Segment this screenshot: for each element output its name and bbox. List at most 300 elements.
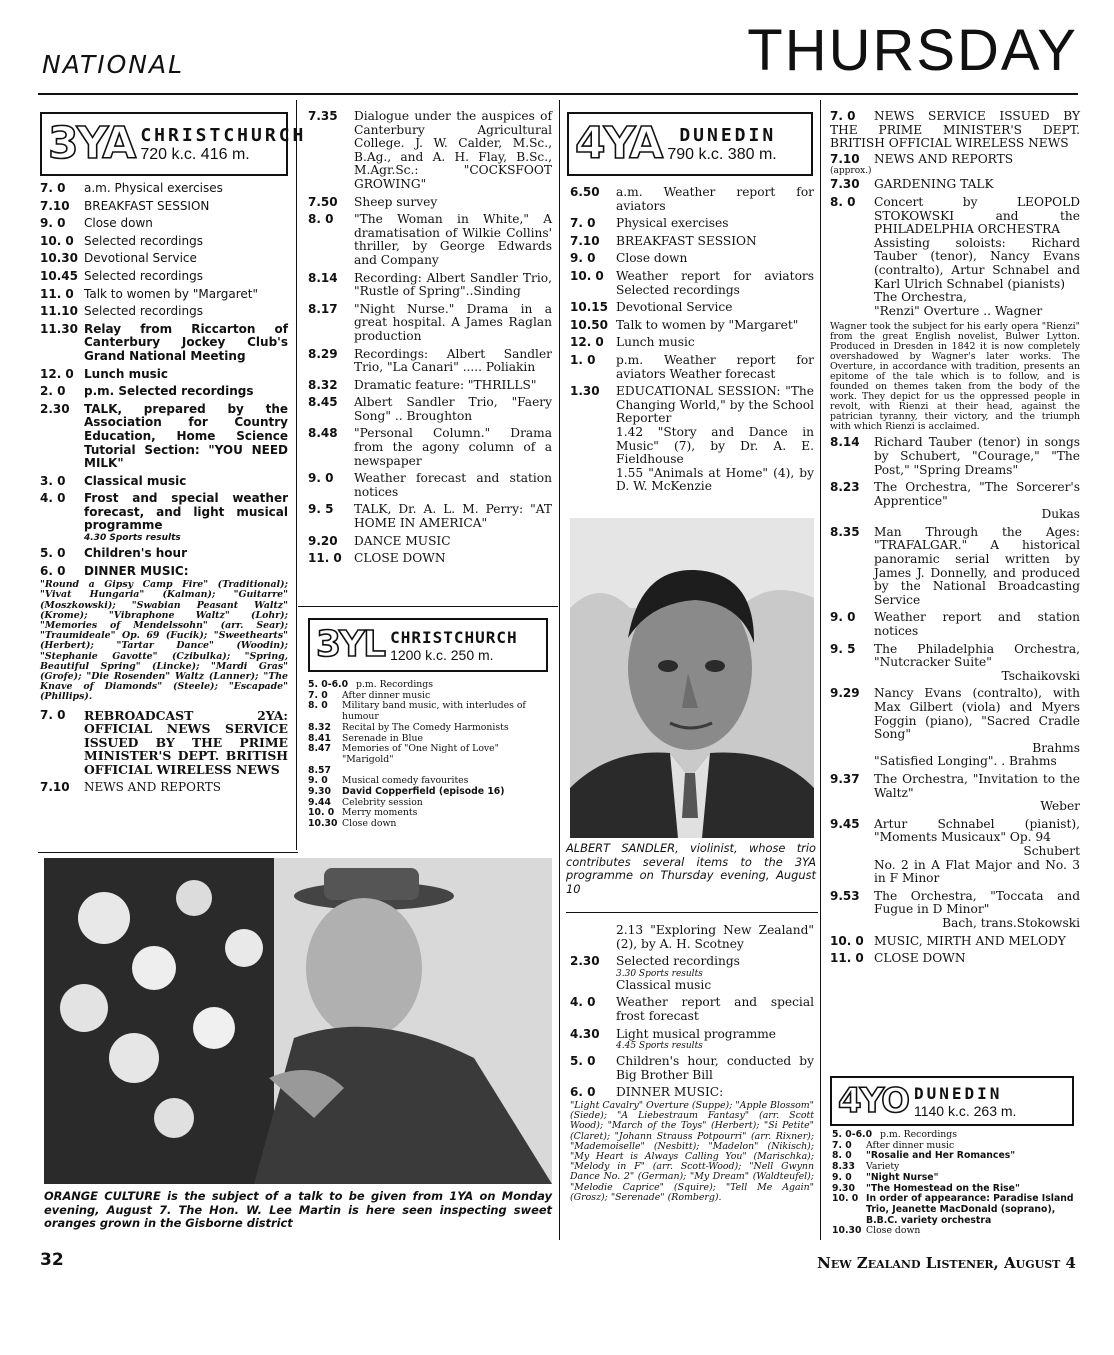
time: 7.35 xyxy=(308,109,338,123)
dinner-music-list: "Light Cavalry" Overture (Suppe); "Apple Blossom" (Siede); "A Liebestraum Fantasy" (arr. Scott Wood); "March of the Toys" (Herbert); "Si Petite" (Claret); "Johann Strauss Potpourri" (arr. Rixner); "Mademoiselle" (Nesbitt); "Madelon" (Nikisch); "My Heart is Always Calling You" (Marischka); "Melody in F" (arr. Scott-Wood); "Nell Gwynn Dance No. 2" (German); "My Dream" (Waldteufel); "Melodie Caprice" (Squire); "Tell Me Again" (Grosz); "Serenade" (Romberg). xyxy=(570,1099,814,1203)
programme: REBROADCAST 2YA: OFFICIAL NEWS SERVICE ISSUED BY THE PRIME MINISTER'S DEPT. BRITISH OFFICIAL WIRELESS NEWS xyxy=(84,707,288,778)
station-city: CHRISTCHURCH xyxy=(140,124,307,146)
programme: 2.13 "Exploring New Zealand" (2), by A. H. Scotney xyxy=(616,923,814,951)
list-item xyxy=(308,303,552,344)
station-badge-3ya xyxy=(40,112,307,176)
programme: "The Woman in White," A dramatisation of Wilkie Collins' thriller, by George Edwards and Company xyxy=(354,212,552,267)
time: 8.33 xyxy=(832,1161,855,1173)
time: 10. 0 xyxy=(570,268,604,283)
programme-text: The Philadelphia Orchestra, "Nutcracker Suite" xyxy=(874,641,1080,670)
time: 8. 0 xyxy=(830,194,856,209)
list-item xyxy=(830,611,1080,638)
time: 7.10 xyxy=(570,233,600,248)
programme xyxy=(874,643,1080,684)
time: 9.29 xyxy=(830,686,860,701)
list-item xyxy=(40,270,288,284)
list-item xyxy=(40,305,288,319)
programme-text: "Renzi" Overture .. Wagner xyxy=(874,303,1043,318)
time: 7.10 xyxy=(40,198,70,213)
station-badge-3yl xyxy=(308,618,548,672)
programme: Close down xyxy=(84,216,153,231)
programme: Recital by The Comedy Harmonists xyxy=(342,721,509,733)
time: 8. 0 xyxy=(308,212,334,227)
time: 9. 0 xyxy=(40,216,66,231)
programme xyxy=(84,492,288,543)
list-item xyxy=(40,565,288,579)
time: 4.30 xyxy=(570,1026,600,1041)
station-logo: 4YA xyxy=(575,118,662,169)
programme: Selected recordings xyxy=(84,304,203,319)
sub-item: 4.45 Sports results xyxy=(616,1041,703,1052)
page-day-title: THURSDAY xyxy=(747,18,1078,83)
time: 1.30 xyxy=(570,384,600,399)
list-item xyxy=(570,924,814,951)
programme xyxy=(874,687,1080,769)
time: 9.30 xyxy=(308,786,331,798)
list-item xyxy=(830,481,1080,522)
time: 8.35 xyxy=(830,524,860,539)
page-number: 32 xyxy=(40,1250,64,1270)
time: 7.10 xyxy=(40,779,70,794)
programme: "Rosalie and Her Romances" xyxy=(866,1150,1016,1162)
column-divider xyxy=(820,100,821,1240)
programme: a.m. Weather report for aviators xyxy=(616,185,814,213)
programme: "The Homestead on the Rise" xyxy=(866,1182,1020,1194)
composer: Brahms xyxy=(1032,740,1080,755)
programme xyxy=(874,818,1080,886)
programme: NEWS SERVICE ISSUED BY THE PRIME MINISTER'S DEPT. BRITISH OFFICIAL WIRELESS NEWS xyxy=(830,109,1080,151)
time: 8.29 xyxy=(308,346,338,361)
soloists: Assisting soloists: Richard Tauber (tenor), Nancy Evans (contralto), Artur Schnabel and Karl Ulrich Schnabel (pianists) xyxy=(874,235,1080,291)
schedule-3ya-evening xyxy=(308,110,552,570)
station-frequency: 1200 k.c. 250 m. xyxy=(390,646,494,663)
programme-text: Light musical programme xyxy=(616,1026,777,1041)
programme: TALK, Dr. A. L. M. Perry: "AT HOME IN AMERICA" xyxy=(354,502,552,531)
time: 4. 0 xyxy=(570,995,596,1010)
sub-item: 4.30 Sports results xyxy=(84,533,181,544)
time: 2.30 xyxy=(40,401,70,416)
divider xyxy=(298,606,558,607)
programme: Man Through the Ages: "TRAFALGAR." A historical panoramic serial written by James J. Donnelly, and produced by the National Broadcasting Service xyxy=(874,524,1080,607)
list-item xyxy=(308,535,552,549)
composer: Bach, trans.Stokowski xyxy=(942,915,1080,930)
list-item xyxy=(308,472,552,499)
list-item xyxy=(308,110,552,192)
programme-text: Artur Schnabel (pianist), "Moments Musicaux" Op. 94 xyxy=(874,816,1080,845)
list-item xyxy=(830,436,1080,477)
list-item xyxy=(830,196,1080,318)
list-item xyxy=(40,323,288,364)
list-item xyxy=(308,701,552,722)
time: 4. 0 xyxy=(40,491,66,506)
time: 12. 0 xyxy=(40,366,74,381)
programme: CLOSE DOWN xyxy=(874,951,966,966)
list-item xyxy=(40,492,288,543)
time: 7.30 xyxy=(830,177,860,192)
programme: "Night Nurse." Drama in a great hospital. A James Raglan production xyxy=(354,301,552,343)
composer: Dukas xyxy=(1041,507,1080,522)
programme: NEWS AND REPORTS xyxy=(874,151,1014,166)
time: 9.53 xyxy=(830,888,860,903)
programme: MUSIC, MIRTH AND MELODY xyxy=(874,933,1066,948)
time: 1. 0 xyxy=(570,352,596,367)
time: 7. 0 xyxy=(832,1139,852,1151)
time: 8.57 xyxy=(308,764,331,776)
station-frequency: 1140 k.c. 263 m. xyxy=(913,1102,1017,1119)
schedule-4ya-afternoon xyxy=(570,924,814,1203)
programme xyxy=(616,955,814,992)
list-item xyxy=(570,252,814,266)
time: 11. 0 xyxy=(308,551,342,566)
time: 3. 0 xyxy=(40,473,66,488)
composer: Schubert xyxy=(1023,843,1080,858)
station-logo: 4YO xyxy=(838,1081,908,1121)
list-item xyxy=(570,270,814,297)
time: 11. 0 xyxy=(40,286,74,301)
schedule-4yo xyxy=(832,1130,1082,1237)
time: 9. 5 xyxy=(308,502,334,517)
programme: a.m. Physical exercises xyxy=(84,181,223,195)
programme: Weather report for aviators Selected recordings xyxy=(616,268,814,297)
list-item xyxy=(308,503,552,530)
time: 8.32 xyxy=(308,721,331,733)
photo-orange-culture xyxy=(44,858,552,1184)
list-item xyxy=(570,385,814,494)
list-item xyxy=(570,301,814,315)
list-item xyxy=(308,744,552,765)
caption-orange-culture: ORANGE CULTURE is the subject of a talk to be given from 1YA on Monday evening, August 7. The Hon. W. Lee Martin is here seen inspecting sweet oranges grown in the Gisborne district xyxy=(44,1189,552,1230)
divider xyxy=(566,912,818,913)
programme: Musical comedy favourites xyxy=(342,775,469,787)
time: 7. 0 xyxy=(830,109,856,123)
programme: Talk to women by "Margaret" xyxy=(616,317,799,332)
programme-text: Nancy Evans (contralto), with Max Gilbert (viola) and Myers Foggin (piano), "Sacred Cradle Song" xyxy=(874,686,1080,742)
column-divider xyxy=(296,100,297,850)
sub-item: 1.42 "Story and Dance in Music" (7), by Dr. A. E. Fieldhouse xyxy=(616,424,814,467)
time: 10.30 xyxy=(308,818,338,830)
time: 9. 0 xyxy=(570,251,596,266)
station-city: CHRISTCHURCH xyxy=(390,627,518,647)
list-item xyxy=(830,178,1080,192)
time: 5. 0-6.0 xyxy=(308,679,349,690)
list-item xyxy=(570,1055,814,1082)
programme xyxy=(616,1028,814,1052)
list-item xyxy=(308,379,552,393)
list-item xyxy=(308,552,552,566)
time: 2. 0 xyxy=(40,384,66,399)
time: 11.30 xyxy=(40,321,78,336)
programme: CLOSE DOWN xyxy=(354,551,446,566)
list-item xyxy=(830,526,1080,608)
list-item xyxy=(40,288,288,302)
programme-text: The Orchestra, "Toccata and Fugue in D Minor" xyxy=(874,888,1080,917)
programme: p.m. Recordings xyxy=(880,1129,958,1140)
time: 10.45 xyxy=(40,268,78,283)
programme-text: Concert by LEOPOLD STOKOWSKI and the PHILADELPHIA ORCHESTRA xyxy=(874,194,1080,237)
list-item xyxy=(570,217,814,231)
time: 9. 0 xyxy=(308,775,328,787)
time: 6. 0 xyxy=(570,1085,596,1100)
list-item xyxy=(40,235,288,249)
programme-text: Selected recordings xyxy=(616,954,740,969)
programme-note: Wagner took the subject for his early opera "Rienzi" from the great English novelist, Bulwer Lytton. Produced in Dresden in 1842 it is now completely overshadowed by Wagner's later works. The Overture, in accordance with tradition, presents an epitome of the tale which is to follow, and is founded on themes taken from the body of the work. They depict for us the oppressed people in revolt, with Rienzi at their head, against the patrician tyranny, their victory, and the triumph with which Rienzi is acclaimed. xyxy=(830,321,1080,433)
programme: Recordings: Albert Sandler Trio, "La Canari" ..... Poliakin xyxy=(354,346,552,375)
list-item xyxy=(40,781,288,795)
header-rule xyxy=(38,93,1078,95)
publication-line: New Zealand Listener, August 4 xyxy=(817,1254,1076,1272)
programme xyxy=(616,385,814,494)
programme xyxy=(874,773,1080,814)
list-item xyxy=(832,1194,1082,1226)
programme: "Personal Column." Drama from the agony column of a newspaper xyxy=(354,426,552,468)
list-item xyxy=(40,403,288,471)
list-item xyxy=(308,723,552,734)
time: 6. 0 xyxy=(40,563,66,578)
programme: DANCE MUSIC xyxy=(354,533,451,548)
programme: After dinner music xyxy=(866,1139,955,1151)
list-item xyxy=(570,354,814,381)
time: 9.37 xyxy=(830,771,860,786)
programme xyxy=(874,481,1080,522)
programme-text: The Orchestra, "Invitation to the Waltz" xyxy=(874,771,1080,800)
programme: Physical exercises xyxy=(616,216,729,231)
time: 9.45 xyxy=(830,816,860,831)
list-item xyxy=(308,196,552,210)
programme: Dialogue under the auspices of Canterbury Agricultural College. J. W. Calder, M.Sc., B.Ag., and A. H. Flay, B.Sc., M.Agr.Sc.: "COCKSFOOT GROWING" xyxy=(354,109,552,191)
time: 8.48 xyxy=(308,426,338,441)
programme: DINNER MUSIC: xyxy=(616,1085,724,1100)
list-item xyxy=(40,475,288,489)
list-item xyxy=(830,952,1080,966)
programme: Weather report and station notices xyxy=(874,610,1080,639)
time: 9. 5 xyxy=(830,641,856,656)
dinner-music-list: "Round a Gipsy Camp Fire" (Traditional); "Vivat Hungaria" (Kalman); "Guitarre" (Moszkowski); "Swabian Peasant Waltz" (Krome); "Vibraphone Waltz" (Lohr); "Memories of Mendelssohn" (arr. Sear); "Traumideale" Op. 69 (Fucik); "Sweethearts" (Herbert); "Tartar Dance" (Woodin); "Stephanie Gavotte" (Czibulka); "Spring, Beautiful Spring" (Lincke); "Mardi Gras" (Grofe); "Die Rosenden" Waltz (Lanner); "The Knave of Diamonds" (Steele); "Escapade" (Phillips). xyxy=(40,579,288,703)
list-item xyxy=(830,818,1080,886)
programme xyxy=(874,196,1080,318)
programme: TALK, prepared by the Association for Country Education, Home Science Tutorial Section: "YOU NEED MILK" xyxy=(84,401,288,471)
time: 2.30 xyxy=(570,954,600,969)
station-badge-4yo xyxy=(830,1076,1074,1126)
time: 7. 0 xyxy=(308,689,328,701)
programme: BREAKFAST SESSION xyxy=(616,233,757,248)
list-item xyxy=(832,1173,1082,1184)
station-logo: 3YA xyxy=(48,118,135,169)
time: 10.15 xyxy=(570,300,608,315)
programme-text: Frost and special weather forecast, and light musical programme xyxy=(84,491,288,533)
programme: Devotional Service xyxy=(84,251,197,266)
programme: "Night Nurse" xyxy=(866,1171,939,1183)
time: 8.41 xyxy=(308,732,331,744)
programme-text: Classical music xyxy=(616,977,712,992)
list-item xyxy=(570,1086,814,1100)
schedule-3yl xyxy=(308,680,552,830)
time: 8. 0 xyxy=(308,700,328,712)
time: 11. 0 xyxy=(830,951,864,966)
station-city: DUNEDIN xyxy=(913,1083,1003,1103)
list-item xyxy=(308,348,552,375)
programme-text: The Orchestra, xyxy=(874,290,967,305)
time: 9.44 xyxy=(308,796,331,808)
programme: Sheep survey xyxy=(354,194,438,209)
list-item xyxy=(830,773,1080,814)
station-frequency: 790 k.c. 380 m. xyxy=(667,145,777,163)
list-item xyxy=(570,955,814,992)
time: 6.50 xyxy=(570,185,600,199)
list-item xyxy=(570,996,814,1023)
list-item xyxy=(308,272,552,299)
programme: Close down xyxy=(342,818,397,830)
time: 8.45 xyxy=(308,395,338,410)
time: 5. 0 xyxy=(40,546,66,561)
programme: Close down xyxy=(866,1225,921,1237)
list-item xyxy=(570,186,814,213)
time: 10. 0 xyxy=(308,807,335,819)
programme: Military band music, with interludes of humour xyxy=(342,700,526,723)
time: 8.17 xyxy=(308,301,338,316)
time: 10.30 xyxy=(40,251,78,266)
time: 7. 0 xyxy=(570,216,596,231)
list-item xyxy=(40,547,288,561)
time: 11.10 xyxy=(40,304,78,319)
station-frequency: 720 k.c. 416 m. xyxy=(140,145,250,163)
time: 7.10 xyxy=(830,151,860,166)
time: 10.50 xyxy=(570,317,608,332)
time: 8.14 xyxy=(308,270,338,285)
time: 7.50 xyxy=(308,194,338,209)
time: 8.23 xyxy=(830,480,860,495)
caption-albert-sandler: ALBERT SANDLER, violinist, whose trio contributes several items to the 3YA programme on Thursday evening, August 10 xyxy=(566,841,816,896)
programme: After dinner music xyxy=(342,689,431,701)
station-badge-4ya xyxy=(567,112,813,176)
list-item xyxy=(40,368,288,382)
programme: Celebrity session xyxy=(342,796,423,808)
programme xyxy=(874,890,1080,931)
programme: Selected recordings xyxy=(84,268,203,283)
composer: Tschaikovski xyxy=(1001,668,1080,683)
list-item xyxy=(830,935,1080,949)
list-item xyxy=(40,709,288,777)
programme: Lunch music xyxy=(84,366,168,381)
programme: Richard Tauber (tenor) in songs by Schubert, "Courage," "The Post," "Spring Dreams" xyxy=(874,435,1080,477)
list-item xyxy=(308,819,552,830)
composer: Weber xyxy=(1040,799,1080,814)
time: 9.20 xyxy=(308,533,338,548)
programme: Talk to women by "Margaret" xyxy=(84,286,259,301)
programme: Dramatic feature: "THRILLS" xyxy=(354,377,537,392)
list-item xyxy=(570,319,814,333)
list-item xyxy=(830,110,1080,151)
programme: Devotional Service xyxy=(616,300,733,315)
programme: Merry moments xyxy=(342,807,418,819)
divider xyxy=(38,852,298,853)
time: 5. 0-6.0 xyxy=(832,1129,873,1140)
programme-text: "Satisfied Longing". . Brahms xyxy=(874,754,1057,769)
time: 8. 0 xyxy=(832,1150,852,1162)
time: 8.14 xyxy=(830,435,860,450)
programme: Classical music xyxy=(84,473,187,488)
time: 5. 0 xyxy=(570,1054,596,1069)
programme: GARDENING TALK xyxy=(874,177,994,192)
programme: p.m. Recordings xyxy=(356,679,434,690)
schedule-4ya-evening xyxy=(830,110,1080,970)
programme: Children's hour, conducted by Big Brother Bill xyxy=(616,1054,814,1082)
time: 10.30 xyxy=(832,1225,862,1237)
portrait-illustration xyxy=(570,518,814,838)
programme: Selected recordings xyxy=(84,233,203,248)
time: 9. 0 xyxy=(830,610,856,625)
sub-item: 3.30 Sports results xyxy=(616,968,703,979)
list-item xyxy=(308,427,552,468)
list-item xyxy=(40,200,288,214)
list-item xyxy=(832,1226,1082,1237)
list-item xyxy=(830,643,1080,684)
time: 8.47 xyxy=(308,743,331,755)
programme: Variety xyxy=(866,1161,900,1173)
programme-text: EDUCATIONAL SESSION: "The Changing World," by the School Reporter xyxy=(616,384,814,426)
time: 10. 0 xyxy=(830,933,864,948)
programme: Memories of "One Night of Love" "Marigold" xyxy=(342,743,499,765)
schedule-3ya xyxy=(40,182,288,798)
time: 7. 0 xyxy=(40,707,66,722)
programme-text: No. 2 in A Flat Major and No. 3 in F Minor xyxy=(874,857,1080,886)
time: 12. 0 xyxy=(570,335,604,350)
programme-text: The Orchestra, "The Sorcerer's Apprentice" xyxy=(874,480,1080,508)
time: 10. 0 xyxy=(40,233,74,248)
programme: Relay from Riccarton of Canterbury Jockey Club's Grand National Meeting xyxy=(84,321,288,363)
programme: Lunch music xyxy=(616,335,695,350)
time: 7. 0 xyxy=(40,181,66,195)
list-item xyxy=(830,687,1080,769)
sub-item: 1.55 "Animals at Home" (4), by D. W. McKenzie xyxy=(616,465,814,494)
programme: p.m. Weather report for aviators Weather forecast xyxy=(616,352,814,381)
programme: Serenade in Blue xyxy=(342,732,423,744)
list-item xyxy=(570,336,814,350)
station-logo: 3YL xyxy=(316,624,385,665)
programme: Recording: Albert Sandler Trio, "Rustle of Spring"..Sinding xyxy=(354,270,552,299)
list-item xyxy=(308,396,552,423)
programme: Weather report and special frost forecast xyxy=(616,995,814,1023)
column-divider xyxy=(559,100,560,1240)
time: 9. 0 xyxy=(832,1171,852,1183)
list-item xyxy=(40,252,288,266)
schedule-4ya xyxy=(570,186,814,498)
time: 9. 0 xyxy=(308,471,334,486)
time: 9.30 xyxy=(832,1182,855,1194)
list-item xyxy=(40,182,288,196)
programme: Close down xyxy=(616,251,688,266)
list-item xyxy=(830,890,1080,931)
sub-item: (approx.) xyxy=(830,166,872,177)
list-item xyxy=(570,1028,814,1052)
list-item xyxy=(308,213,552,267)
programme: DINNER MUSIC: xyxy=(84,563,189,578)
time: 10. 0 xyxy=(832,1193,859,1205)
list-item xyxy=(40,385,288,399)
time: 8.32 xyxy=(308,377,338,392)
list-item xyxy=(830,153,1080,167)
photo-albert-sandler xyxy=(570,518,814,838)
programme: BREAKFAST SESSION xyxy=(84,198,210,213)
list-item xyxy=(570,235,814,249)
programme: David Copperfield (episode 16) xyxy=(342,786,505,798)
programme: In order of appearance: Paradise Island Trio, Jeanette MacDonald (soprano), B.B.C. variety orchestra xyxy=(866,1193,1074,1226)
station-city: DUNEDIN xyxy=(679,124,777,146)
orange-tree-illustration xyxy=(44,858,552,1184)
list-item xyxy=(40,217,288,231)
programme: p.m. Selected recordings xyxy=(84,384,254,399)
section-label: NATIONAL xyxy=(42,50,185,79)
programme: Weather forecast and station notices xyxy=(354,471,552,499)
